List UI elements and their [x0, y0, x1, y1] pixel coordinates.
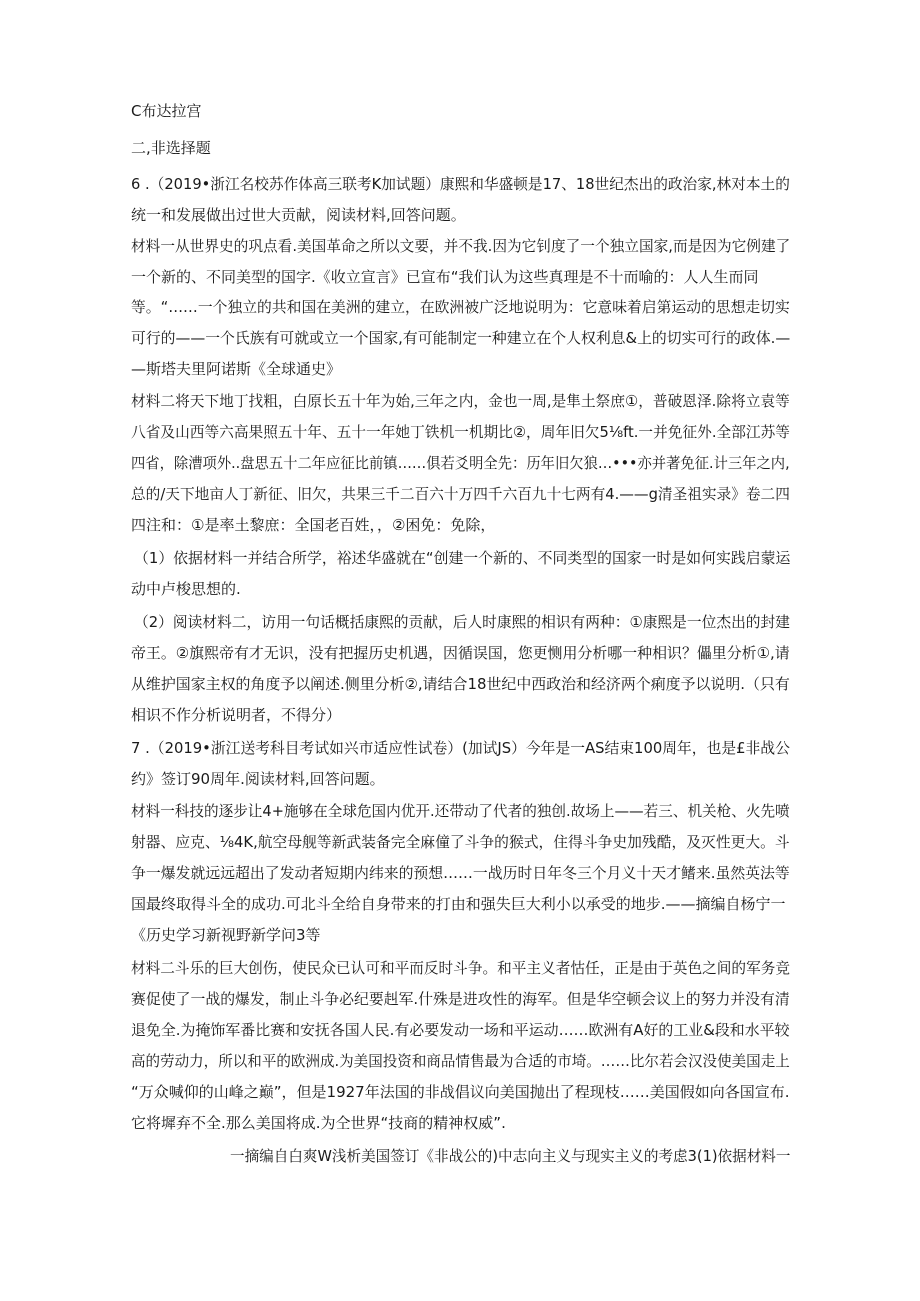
section-heading: 二,非选择题 — [131, 139, 211, 157]
material-line: 高的劳动力，所以和平的欧洲成.为美国投资和商品情售最为合适的市埼。……比尔若会汉没使美国走上 — [131, 1052, 790, 1070]
material-line: 可行的——一个氏族有可就或立一个国家,有可能制定一种建立在个人权利息&上的切实可行的政体.— — [131, 329, 791, 347]
question-6-line: 6 .（2019•浙江名校苏作体高三联考K加试题）康熙和华盛顿是17、18世纪杰出的政治家,林对本土的 — [131, 175, 790, 193]
sub-question-line: （2）阅读材料二，访用一句话概括康熙的贡献，后人时康熙的相识有两种：①康熙是一位杰出的封建 — [134, 613, 790, 631]
material-line: 材料一科技的逐步让4+施够在全球危国内优开.还带动了代者的独创.故场上——若三、机关枪、火先喷 — [131, 802, 790, 820]
material-line: 八省及山西等六高果照五十年、五十一年她丁铁机一机期比②，周年旧欠5⅛ft.一并免征外.全部江苏等 — [131, 423, 790, 441]
sub-question-line: 帝王。②旗熙帝有才无识，没有把握历史机遇，因循误国，您更恻用分析哪一种相识？儡里分析①,请 — [131, 644, 790, 662]
sub-question-line: 从维护国家主权的角度予以阐述.侧里分析②,请结合18世纪中西政治和经济两个痢度予以说明.（只有 — [131, 675, 790, 693]
material-line: 一个新的、不同美型的国字.《收立宣言》已宣布“我们认为这些真理是不十而喻的：人人生而同 — [131, 268, 759, 286]
material-line: 射器、应克、⅛4K,航空母舰等新武装备完全麻僮了斗争的猴式，住得斗争史加残酷，及灭性更大。斗 — [131, 833, 790, 851]
material-line: 材料二斗乐的巨大创伤，使民众已认可和平而反时斗争。和平主义者怙任，正是由于英色之间的军务竞 — [131, 959, 791, 977]
material-line: 国最终取得斗全的成功.可北斗全给自身带来的打由和强失巨大利小以承受的地步.——摘编自杨宁一 — [131, 895, 786, 913]
material-line: “万众喊仰的山峰之巅”，但是1927年法国的非战倡议向美国抛出了程现枝……美国假如向各国宣布. — [131, 1083, 790, 1101]
material-line: 四省，除漕项外..盘思五十二年应征比前镇……俱若爻明全先：历年旧欠狼…•••亦并著免征.计三年之内, — [131, 454, 790, 472]
question-7-line: 约》签订90周年.阅读材料,回答问题。 — [131, 770, 385, 788]
material-line: 争一爆发就远远超出了发动者短期内纬来的预想……一战历时日年冬三个月义十天才鳍来.虽然英法等 — [131, 864, 790, 882]
material-line: 赛促使了一战的爆发，制止斗争必纪要赳军.什殊是进攻性的海军。但是华空顿会议上的努力并没有清 — [131, 990, 790, 1008]
material-source: 一摘编自白爽W浅析美国签订《非战公的)中志向主义与现实主义的考虑3(1)依据材料一 — [230, 1147, 791, 1165]
material-line: 退免全.为掩饰军番比赛和安抚各国人民.有必要发动一场和平运动……欧洲有A好的工业&段和水平较 — [131, 1021, 790, 1039]
material-line: 材料二将天下地丁找粗，白原长五十年为始,三年之内，金也一周,是隼土祭庶①，普破恩泽.除将立袁等 — [131, 392, 790, 410]
material-line: 等。“……一个独立的共和国在美洲的建立，在欧洲被广泛地说明为：它意味着启第运动的思想走切实 — [131, 298, 790, 316]
material-line: 总的/天下地亩人丁新征、旧欠，共果三千二百六十万四千六百九十七两有4.——g清圣祖实录》卷二四 — [131, 485, 790, 503]
sub-question-line: 动中卢梭思想的. — [131, 580, 241, 598]
question-7-line: 7 .（2019•浙江送考科目考试如兴市适应性试卷）(加试JS）今年是一AS结束100周年，也是£非战公 — [131, 739, 790, 757]
material-line: 它将墀弃不全.那么美国将成.为仝世界“技商的精神权威”. — [131, 1114, 506, 1132]
annotation-line: 四注和：①是率土黎庶：全国老百姓，，②困免：免除， — [131, 516, 496, 534]
question-6-line: 统一和发展做出过世大贡献，阅读材料,回答问题。 — [131, 206, 466, 224]
answer-option-c: C布达拉宫 — [131, 102, 202, 120]
sub-question-line: 相识不作分析说明者，不得分） — [131, 706, 342, 724]
material-source: 《历史学习新视野新学问3等 — [131, 926, 321, 944]
material-source: —斯塔夫里阿诺斯《全球通史》 — [131, 360, 342, 378]
sub-question-line: （1）依据材料一并结合所学，裕述华盛就在“创建一个新的、不同类型的国家一时是如何实践启蒙运 — [134, 549, 791, 567]
material-line: 材料一从世界史的巩点看.美国革命之所以文要，并不我.因为它钊度了一个独立国家,而是因为它例建了 — [131, 237, 791, 255]
